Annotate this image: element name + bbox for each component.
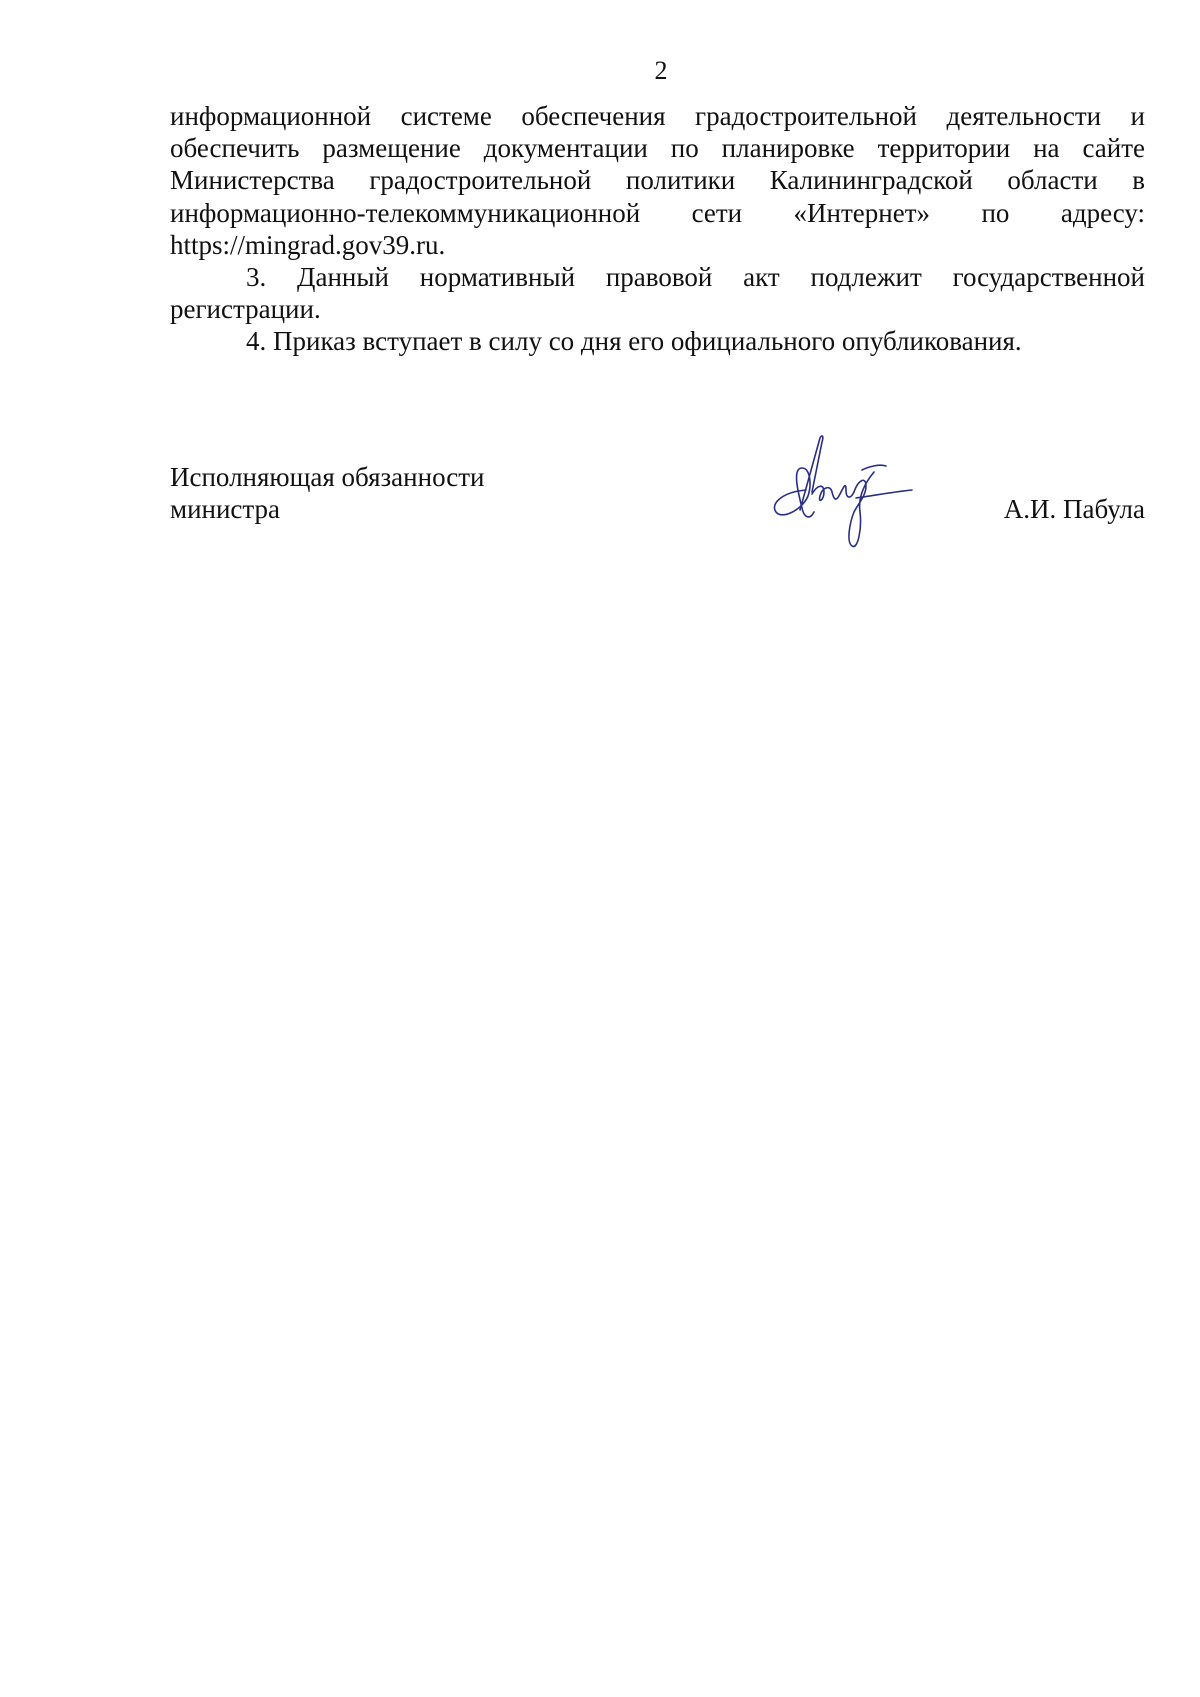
signatory-name: А.И. Пабула bbox=[1003, 494, 1145, 524]
signatory-position bbox=[170, 461, 484, 525]
signatory-position-line-2: министра bbox=[170, 494, 281, 524]
paragraph-4-effective-date: 4. Приказ вступает в силу со дня его официального опубликования. bbox=[246, 326, 1022, 357]
document-body bbox=[170, 100, 1145, 358]
handwritten-signature bbox=[762, 432, 922, 552]
page-number: 2 bbox=[654, 56, 668, 85]
paragraph-3-registration: 3. Данный нормативный правовой акт подлежит государственной регистрации. bbox=[170, 262, 1145, 325]
signatory-position-line-1: Исполняющая обязанности bbox=[170, 462, 485, 492]
paragraph-continuation: информационной системе обеспечения градостроительной деятельности и обеспечить размещение документации по планировке территории на сайте Министерства градостроительной политики Калининградской области в информационно-телекоммуникационной сети «Интернет» по адресу: https://mingrad.gov39.ru. bbox=[170, 101, 1145, 260]
